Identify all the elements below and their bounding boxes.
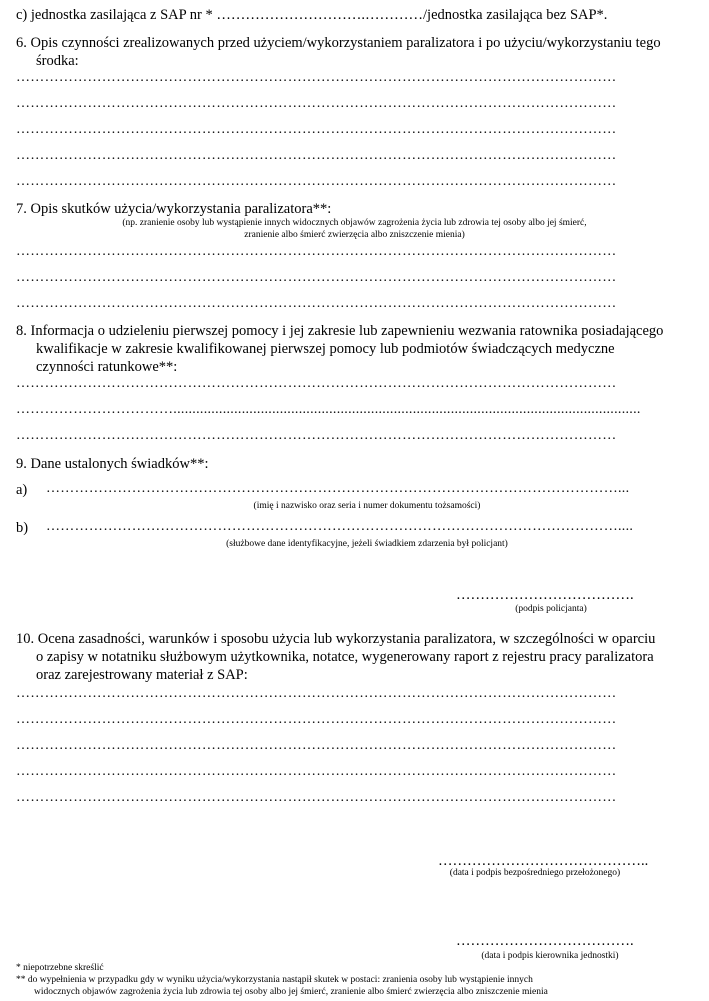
footnote-double-asterisk-cont: widocznych objawów zagrożenia życia lub zdrowia tej osoby albo jej śmierć, zranienie albo śmierć zwierzęcia albo zniszczenie mienia: [34, 987, 548, 997]
footnote-single-asterisk: * niepotrzebne skreślić: [16, 963, 104, 973]
section-10-fill-line[interactable]: ………………………………………………………………………………………………………………: [16, 686, 617, 701]
witness-b-note: (służbowe dane identyfikacyjne, jeżeli świadkiem zdarzenia był policjant): [226, 539, 508, 549]
line-c-power-source: c) jednostka zasilająca z SAP nr * ………………………….…………/jednostka zasilająca bez SAP*.: [16, 7, 608, 23]
footnote-double-asterisk: ** do wypełnienia w przypadku gdy w wyniku użycia/wykorzystania nastąpił skutek w postaci: zranienia osoby lub wystąpienie innych: [16, 975, 533, 985]
section-7-note: zranienie albo śmierć zwierzęcia albo zniszczenie mienia): [244, 230, 465, 240]
section-8-heading-cont: kwalifikacje w zakresie kwalifikowanej pierwszej pomocy lub podmiotów świadczących medyczne: [36, 341, 615, 357]
witness-b-fill-line[interactable]: …………………………………………………………………………………………………………....: [46, 519, 634, 534]
section-10-heading-cont: o zapisy w notatniku służbowym użytkownika, notatce, wygenerowany raport z rejestru pracy paralizatora: [36, 649, 654, 665]
witness-a-label: a): [16, 482, 28, 498]
section-10-fill-line[interactable]: ………………………………………………………………………………………………………………: [16, 712, 617, 727]
section-10-fill-line[interactable]: ………………………………………………………………………………………………………………: [16, 790, 617, 805]
section-8-fill-line[interactable]: ………………………………………………………………………………………………………………: [16, 428, 617, 443]
head-signature-label: (data i podpis kierownika jednostki): [481, 951, 619, 961]
section-8-fill-line[interactable]: ………………………………………………………………………………………………………………: [16, 376, 617, 391]
section-10-fill-line[interactable]: ………………………………………………………………………………………………………………: [16, 738, 617, 753]
section-7-heading: 7. Opis skutków użycia/wykorzystania paralizatora**:: [16, 201, 332, 217]
section-7-fill-line[interactable]: ………………………………………………………………………………………………………………: [16, 296, 617, 311]
section-8-heading: 8. Informacja o udzieleniu pierwszej pomocy i jej zakresie lub zapewnieniu wezwania ratownika posiadającego: [16, 323, 664, 339]
supervisor-signature-label: (data i podpis bezpośredniego przełożonego): [449, 868, 621, 878]
witness-b-label: b): [16, 520, 29, 536]
section-6-fill-line[interactable]: ………………………………………………………………………………………………………………: [16, 148, 617, 163]
witness-a-note: (imię i nazwisko oraz seria i numer dokumentu tożsamości): [253, 501, 481, 511]
section-7-fill-line[interactable]: ………………………………………………………………………………………………………………: [16, 270, 617, 285]
section-6-fill-line[interactable]: ………………………………………………………………………………………………………………: [16, 174, 617, 189]
section-10-heading-cont: oraz zarejestrowany materiał z SAP:: [36, 667, 248, 683]
head-signature-line[interactable]: ……………………………….: [456, 933, 634, 949]
officer-signature-line[interactable]: ……………………………….: [456, 587, 634, 603]
section-7-fill-line[interactable]: ………………………………………………………………………………………………………………: [16, 244, 617, 259]
witness-a-fill-line[interactable]: …………………………………………………………………………………………………………...: [46, 481, 630, 496]
section-6-heading: 6. Opis czynności zrealizowanych przed użyciem/wykorzystaniem paralizatora i po użyciu/wykorzystaniu tego: [16, 35, 661, 51]
supervisor-signature-line[interactable]: ……………………………………..: [438, 853, 649, 869]
section-6-heading-cont: środka:: [36, 53, 79, 69]
officer-signature-label: (podpis policjanta): [515, 604, 587, 614]
section-8-heading-cont: czynności ratunkowe**:: [36, 359, 178, 375]
section-7-note: (np. zranienie osoby lub wystąpienie innych widocznych objawów zagrożenia życia lub zdrowia tej osoby albo jej śmierć,: [122, 218, 587, 228]
section-10-heading: 10. Ocena zasadności, warunków i sposobu użycia lub wykorzystania paralizatora, w szczególności w oparciu: [16, 631, 656, 647]
section-6-fill-line[interactable]: ………………………………………………………………………………………………………………: [16, 122, 617, 137]
section-6-fill-line[interactable]: ………………………………………………………………………………………………………………: [16, 70, 617, 85]
section-10-fill-line[interactable]: ………………………………………………………………………………………………………………: [16, 764, 617, 779]
section-6-fill-line[interactable]: ………………………………………………………………………………………………………………: [16, 96, 617, 111]
section-9-heading: 9. Dane ustalonych świadków**:: [16, 456, 209, 472]
section-8-fill-line[interactable]: ……………………………...........................................................................................................................: [16, 402, 641, 417]
